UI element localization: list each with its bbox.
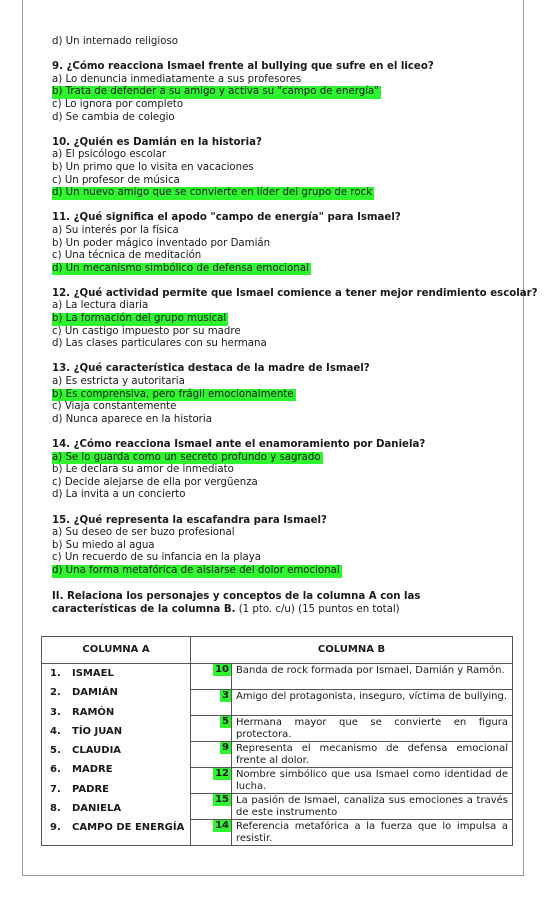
answer-number: 12 bbox=[215, 768, 229, 779]
matching-table bbox=[41, 636, 513, 846]
answer-option: a) Lo denuncia inmediatamente a sus profesores bbox=[52, 73, 302, 85]
answer-option: c) Un recuerdo de su infancia en la playa bbox=[52, 552, 262, 564]
section-2-instructions bbox=[52, 590, 502, 617]
column-a-list bbox=[42, 664, 190, 842]
question-block bbox=[52, 363, 512, 426]
column-b-row bbox=[191, 664, 512, 690]
column-a-number: 7. bbox=[50, 783, 61, 795]
option-row bbox=[52, 238, 512, 251]
question-title: 11. ¿Qué significa el apodo "campo de energía" para Ismael? bbox=[52, 212, 401, 224]
option-row bbox=[52, 263, 512, 276]
answer-option: c) Un castigo impuesto por su madre bbox=[52, 325, 241, 337]
question-title: 9. ¿Cómo reacciona Ismael frente al bullying que sufre en el liceo? bbox=[52, 61, 434, 73]
column-b-description: Banda de rock formada por Ismael, Damián y Ramón. bbox=[231, 664, 512, 689]
answer-option: a) Es estricta y autoritaria bbox=[52, 376, 185, 388]
column-b-row bbox=[191, 768, 512, 794]
option-row bbox=[52, 527, 512, 540]
option-row bbox=[52, 489, 512, 502]
column-b-row bbox=[191, 794, 512, 820]
question-block bbox=[52, 212, 512, 275]
option-row bbox=[52, 389, 512, 402]
column-a-label: DAMIÁN bbox=[72, 687, 118, 699]
option-row bbox=[52, 401, 512, 414]
column-a-number: 9. bbox=[50, 822, 61, 834]
question-block bbox=[52, 61, 512, 124]
column-a-item bbox=[50, 784, 190, 803]
column-a-number: 3. bbox=[50, 706, 61, 718]
answer-number-cell bbox=[191, 768, 231, 793]
column-a-label: TÍO JUAN bbox=[72, 725, 123, 737]
answer-number: 5 bbox=[222, 716, 229, 727]
option-row bbox=[52, 99, 512, 112]
column-b-row bbox=[191, 742, 512, 768]
option-row bbox=[52, 225, 512, 238]
option-row bbox=[52, 477, 512, 490]
answer-option: b) Su miedo al agua bbox=[52, 539, 155, 551]
option-row bbox=[52, 326, 512, 339]
question-title: 12. ¿Qué actividad permite que Ismael comience a tener mejor rendimiento escolar? bbox=[52, 287, 538, 299]
answer-option: c) Un profesor de música bbox=[52, 174, 180, 186]
answer-option: a) Su interés por la física bbox=[52, 224, 179, 236]
column-b-description: Referencia metafórica a la fuerza que lo impulsa a resistir. bbox=[231, 820, 512, 845]
highlighted-answer: b) La formación del grupo musical bbox=[52, 313, 227, 325]
question-block bbox=[52, 439, 512, 502]
column-a-number: 6. bbox=[50, 764, 61, 776]
answer-number: 9 bbox=[222, 742, 229, 753]
option-row bbox=[52, 552, 512, 565]
option-row bbox=[52, 338, 512, 351]
column-a-number: 1. bbox=[50, 668, 61, 679]
question-block bbox=[52, 515, 512, 578]
column-a-item bbox=[50, 745, 190, 764]
answer-number-cell bbox=[191, 742, 231, 767]
column-b-description: Representa el mecanismo de defensa emocional frente al dolor. bbox=[231, 742, 512, 767]
column-a-label: PADRE bbox=[72, 783, 109, 795]
option-row bbox=[52, 86, 512, 99]
column-b-description: Amigo del protagonista, inseguro, víctima de bullying. bbox=[231, 690, 512, 715]
answer-option: a) El psicólogo escolar bbox=[52, 149, 167, 161]
answer-number-cell bbox=[191, 690, 231, 715]
column-a-number: 2. bbox=[50, 687, 61, 699]
option-row bbox=[52, 452, 512, 465]
answer-option: c) Decide alejarse de ella por vergüenza bbox=[52, 476, 258, 488]
highlighted-answer: d) Un mecanismo simbólico de defensa emocional bbox=[52, 262, 309, 274]
column-a-item bbox=[50, 707, 190, 726]
question-title: 15. ¿Qué representa la escafandra para Ismael? bbox=[52, 514, 327, 526]
column-a-item bbox=[50, 668, 190, 687]
option-row bbox=[52, 250, 512, 263]
question-title: 13. ¿Qué característica destaca de la madre de Ismael? bbox=[52, 363, 370, 375]
highlighted-answer: d) Una forma metafórica de aislarse del dolor emocional bbox=[52, 564, 340, 576]
answer-option: c) Lo ignora por completo bbox=[52, 98, 184, 110]
lead-option: d) Un internado religioso bbox=[52, 36, 178, 47]
highlighted-answer: d) Un nuevo amigo que se convierte en líder del grupo de rock bbox=[52, 187, 373, 199]
column-b-row bbox=[191, 820, 512, 845]
column-a-item bbox=[50, 764, 190, 783]
option-row bbox=[52, 300, 512, 313]
column-b-row bbox=[191, 716, 512, 742]
answer-option: b) Le declara su amor de inmediato bbox=[52, 464, 234, 476]
highlighted-answer: b) Trata de defender a su amigo y activa su "campo de energía" bbox=[52, 86, 379, 98]
column-a-label: DANIELA bbox=[72, 803, 122, 815]
column-b-row bbox=[191, 690, 512, 716]
column-a-header: COLUMNA A bbox=[42, 637, 191, 664]
option-row bbox=[52, 313, 512, 326]
column-a-item bbox=[50, 822, 190, 841]
answer-number-cell bbox=[191, 794, 231, 819]
column-a-item bbox=[50, 803, 190, 822]
column-a-label: CLAUDIA bbox=[72, 745, 122, 757]
question-block bbox=[52, 287, 538, 351]
column-b bbox=[191, 664, 513, 846]
column-a-label: CAMPO DE ENERGÍA bbox=[72, 822, 185, 834]
column-a bbox=[42, 664, 191, 846]
answer-option: a) La lectura diaria bbox=[52, 300, 149, 312]
answer-number: 3 bbox=[222, 690, 229, 701]
answer-number-cell bbox=[191, 716, 231, 741]
section-2-title: II. Relaciona los personajes y conceptos de la columna A con las características de la columna B. bbox=[52, 590, 421, 616]
option-row bbox=[52, 540, 512, 553]
column-a-item bbox=[50, 687, 190, 706]
option-row bbox=[52, 112, 512, 125]
column-a-number: 8. bbox=[50, 803, 61, 815]
answer-number-cell bbox=[191, 820, 231, 845]
document-content bbox=[52, 36, 538, 617]
answer-option: d) La invita a un concierto bbox=[52, 489, 186, 501]
column-a-label: MADRE bbox=[72, 764, 113, 776]
option-row bbox=[52, 74, 512, 87]
question-list bbox=[52, 61, 538, 577]
option-row bbox=[52, 414, 512, 427]
answer-option: a) Su deseo de ser buzo profesional bbox=[52, 527, 235, 539]
answer-number: 10 bbox=[215, 664, 229, 675]
answer-number-cell bbox=[191, 664, 231, 689]
option-row bbox=[52, 464, 512, 477]
option-row bbox=[52, 565, 512, 578]
answer-option: c) Viaja constantemente bbox=[52, 401, 177, 413]
question-block bbox=[52, 137, 512, 200]
answer-number: 14 bbox=[215, 820, 229, 831]
column-a-item bbox=[50, 726, 190, 745]
column-a-number: 4. bbox=[50, 725, 61, 737]
question-title: 10. ¿Quién es Damián en la historia? bbox=[52, 136, 262, 148]
column-b-header: COLUMNA B bbox=[191, 637, 513, 664]
option-row bbox=[52, 162, 512, 175]
section-2-points: (1 pto. c/u) (15 puntos en total) bbox=[235, 604, 400, 616]
column-a-label: ISMAEL bbox=[72, 668, 114, 679]
column-b-description: Nombre simbólico que usa Ismael como identidad de lucha. bbox=[231, 768, 512, 793]
answer-number: 15 bbox=[215, 794, 229, 805]
answer-option: d) Se cambia de colegio bbox=[52, 111, 175, 123]
column-b-description: La pasión de Ismael, canaliza sus emociones a través de este instrumento bbox=[231, 794, 512, 819]
option-row bbox=[52, 149, 512, 162]
column-a-number: 5. bbox=[50, 745, 61, 757]
answer-option: b) Un poder mágico inventado por Damián bbox=[52, 237, 271, 249]
option-row bbox=[52, 175, 512, 188]
column-a-label: RAMÓN bbox=[72, 706, 115, 718]
answer-option: d) Nunca aparece en la historia bbox=[52, 413, 212, 425]
answer-option: c) Una técnica de meditación bbox=[52, 250, 202, 262]
column-b-description: Hermana mayor que se convierte en figura protectora. bbox=[231, 716, 512, 741]
highlighted-answer: b) Es comprensiva, pero frágil emocionalmente bbox=[52, 388, 294, 400]
column-b-list bbox=[191, 664, 512, 845]
option-row bbox=[52, 376, 512, 389]
answer-option: b) Un primo que lo visita en vacaciones bbox=[52, 161, 254, 173]
answer-option: d) Las clases particulares con su hermana bbox=[52, 338, 267, 350]
question-title: 14. ¿Cómo reacciona Ismael ante el enamoramiento por Daniela? bbox=[52, 439, 426, 450]
option-row bbox=[52, 187, 512, 200]
highlighted-answer: a) Se lo guarda como un secreto profundo y sagrado bbox=[52, 451, 321, 463]
